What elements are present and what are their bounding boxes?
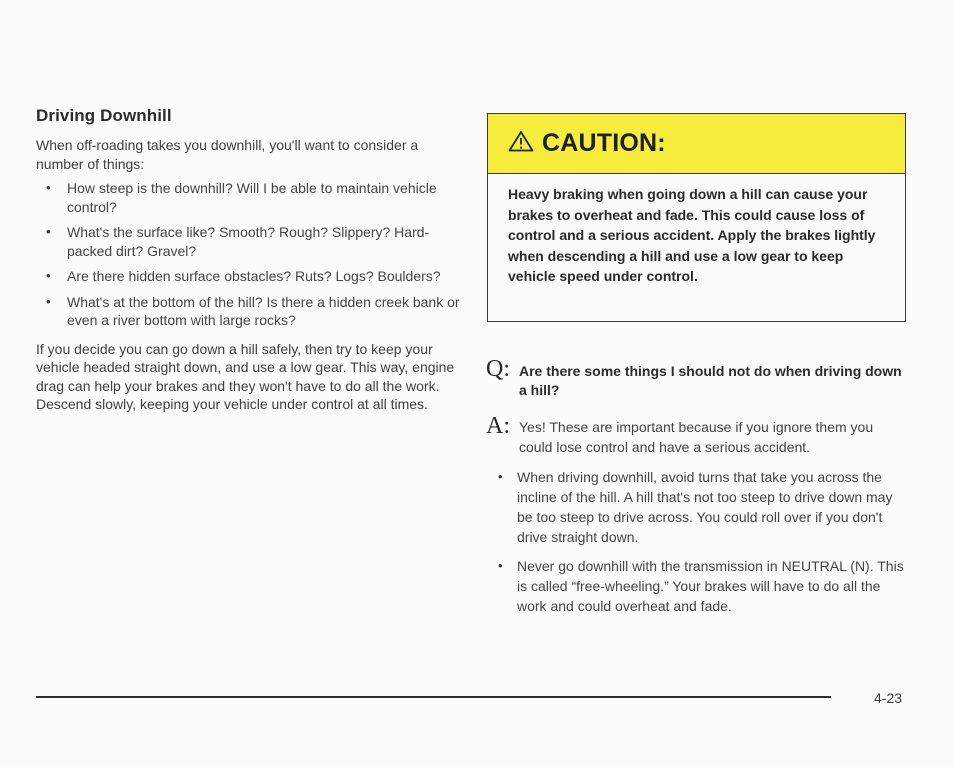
question-answer-section (486, 357, 906, 625)
caution-title: CAUTION: (542, 129, 666, 157)
question-label: Q: (486, 356, 510, 382)
caution-header (488, 114, 905, 174)
page-number: 4-23 (874, 690, 903, 706)
list-item: • Never go downhill with the transmission in NEUTRAL (N). This is called “free-wheeling.” Your brakes will have to do all the work and could overheat and fade. (498, 556, 906, 616)
caution-box (487, 113, 906, 322)
list-item: • What's at the bottom of the hill? Is there a hidden creek bank or even a river bottom with large rocks? (46, 293, 466, 330)
answer-list (486, 467, 906, 616)
answer-label: A: (486, 413, 510, 439)
answer-row (486, 414, 906, 457)
list-item: • What's the surface like? Smooth? Rough? Slippery? Hard-packed dirt? Gravel? (46, 223, 466, 260)
question-text: Are there some things I should not do when driving down a hill? (519, 363, 902, 398)
driving-downhill-section (36, 106, 466, 414)
caution-text: Heavy braking when going down a hill can cause your brakes to overheat and fade. This could cause loss of control and a serious accident. Apply the brakes lightly when descending a hill and use a low gear to keep vehicle speed under control. (508, 186, 876, 284)
footer-divider (36, 696, 831, 698)
section-heading: Driving Downhill (36, 106, 172, 125)
closing-paragraph: If you decide you can go down a hill safely, then try to keep your vehicle headed straight down, and use a low gear. This way, engine drag can help your brakes and they won't have to do all the work. Descend slowly, keeping your vehicle under control at all times. (36, 340, 455, 412)
warning-triangle-icon (508, 130, 534, 157)
question-row (486, 357, 906, 400)
list-item: • When driving downhill, avoid turns that take you across the incline of the hill. A hill that's not too steep to drive down may be too steep to drive across. You could roll over if you don't drive straight down. (498, 467, 906, 547)
considerations-list (36, 179, 466, 330)
list-item: • Are there hidden surface obstacles? Ruts? Logs? Boulders? (46, 267, 466, 286)
list-item: • How steep is the downhill? Will I be able to maintain vehicle control? (46, 179, 466, 216)
intro-paragraph: When off-roading takes you downhill, you'll want to consider a number of things: (36, 137, 419, 172)
answer-text: Yes! These are important because if you ignore them you could lose control and have a serious accident. (519, 419, 874, 455)
